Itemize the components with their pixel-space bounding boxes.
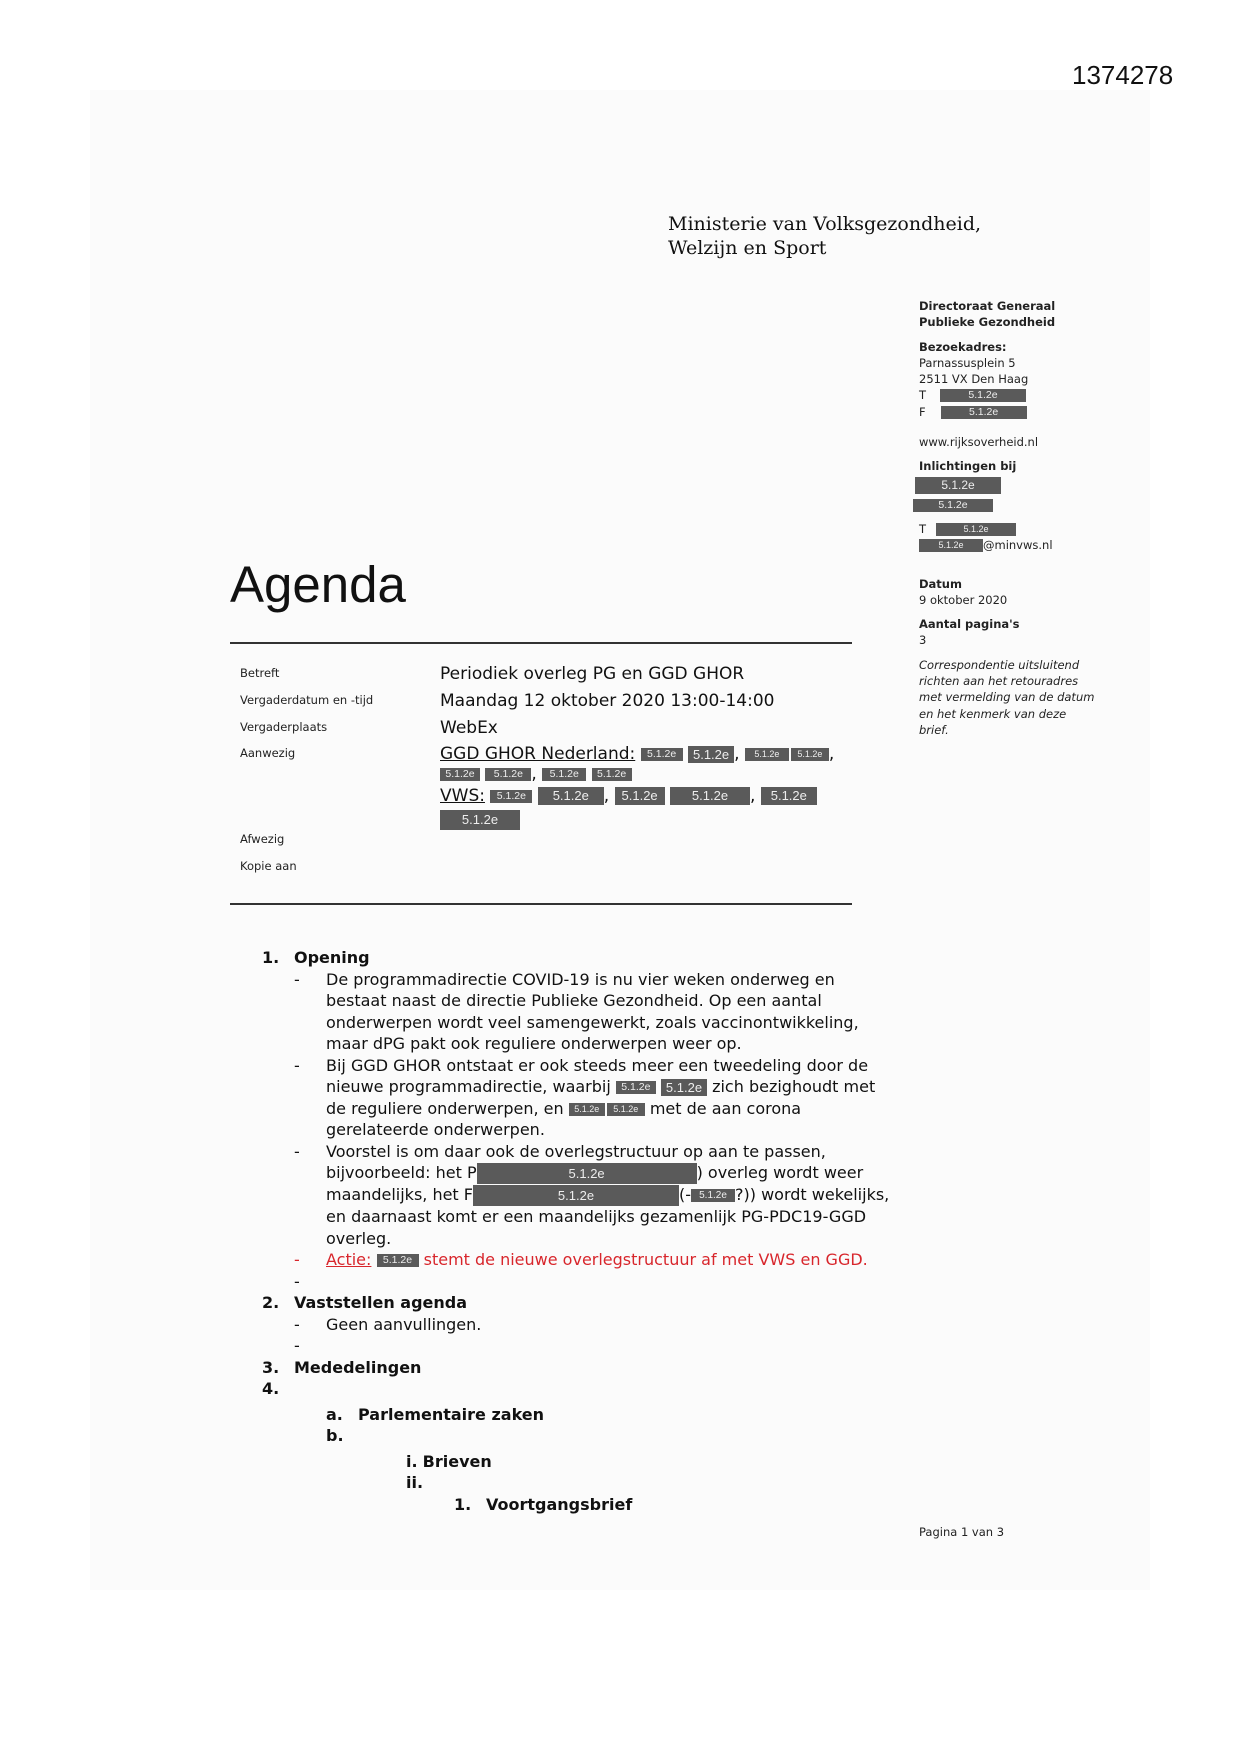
- redaction: 5.1.2e: [477, 1163, 697, 1184]
- document-number: 1374278: [1072, 60, 1174, 90]
- item-number: 3.: [262, 1357, 280, 1377]
- datum-value: Maandag 12 oktober 2020 13:00-14:00: [440, 691, 775, 711]
- action-label: Actie:: [326, 1250, 372, 1269]
- empty-bullet: -: [294, 1336, 300, 1355]
- agenda-body: [262, 947, 922, 1515]
- contact-row-2: [913, 497, 1129, 513]
- sub-item-i: i. Brieven: [406, 1451, 492, 1471]
- redaction: 5.1.2e: [473, 1185, 679, 1206]
- bullet-3-line-5: overleg.: [326, 1228, 392, 1248]
- item-number: 4.: [262, 1379, 280, 1398]
- redaction: 5.1.2e: [913, 499, 993, 512]
- betreft-value: Periodiek overleg PG en GGD GHOR: [440, 664, 745, 684]
- pages-label: Aantal pagina's: [919, 617, 1020, 632]
- redaction: 5.1.2e: [688, 746, 734, 763]
- plaats-label: Vergaderplaats: [240, 720, 328, 734]
- redaction: 5.1.2e: [615, 787, 665, 805]
- phone-label: T: [919, 521, 927, 536]
- aanwezig-ggd-label: GGD GHOR Nederland:: [440, 744, 636, 764]
- date-label: Datum: [919, 576, 962, 591]
- sub-item-a: a. Parlementaire zaken: [326, 1404, 545, 1424]
- redaction: 5.1.2e: [940, 389, 1026, 402]
- bullet-dash: -: [294, 1250, 300, 1269]
- redaction: 5.1.2e: [542, 768, 586, 781]
- redaction: 5.1.2e: [919, 539, 983, 552]
- ministry-line-1: Ministerie van Volksgezondheid,: [668, 213, 982, 235]
- redaction: 5.1.2e: [670, 787, 750, 805]
- contact-phone-row: [919, 521, 1129, 537]
- aanwezig-vws-row-2: [440, 810, 520, 830]
- redaction: 5.1.2e: [485, 768, 531, 781]
- bullet-1-line-4: maar dPG pakt ook reguliere onderwerpen weer op.: [326, 1034, 742, 1053]
- bullet-1-line-3: onderwerpen wordt veel samengewerkt, zoals vaccinontwikkeling,: [326, 1012, 859, 1032]
- aanwezig-vws-row: VWS: 5.1.2e 5.1.2e , 5.1.2e 5.1.2e , 5.1.2e: [440, 786, 817, 806]
- redaction: 5.1.2e: [661, 1079, 707, 1096]
- sub-item-b: b.: [326, 1426, 344, 1445]
- email-suffix: @minvws.nl: [983, 538, 1053, 553]
- redaction: 5.1.2e: [791, 748, 829, 761]
- datum-label: Vergaderdatum en -tijd: [240, 693, 374, 707]
- bullet-3-line-4: en daarnaast komt er een maandelijks gezamenlijk PG-PDC19-GGD: [326, 1207, 867, 1226]
- agenda-item-4: [262, 1378, 922, 1400]
- bullet-3-line-2: bijvoorbeeld: het P 5.1.2e ) overleg wordt weer: [326, 1163, 864, 1182]
- redaction: 5.1.2e: [538, 787, 604, 805]
- item-title: Opening: [294, 948, 370, 967]
- divider-top: [230, 642, 852, 644]
- note-line-4: en het kenmerk van deze: [919, 706, 1067, 721]
- redaction: 5.1.2e: [569, 1103, 605, 1116]
- bullet-3-line-1: - Voorstel is om daar ook de overlegstructuur op aan te passen,: [262, 1141, 922, 1163]
- agenda-item-2: [262, 1292, 922, 1314]
- bullet-2-line-2: nieuwe programmadirectie, waarbij 5.1.2e 5.1.2e zich bezighoudt met: [326, 1077, 876, 1096]
- redaction: 5.1.2e: [607, 1103, 645, 1116]
- phone-label: T: [919, 388, 927, 403]
- fax-row: [919, 404, 1129, 420]
- redaction: 5.1.2e: [915, 477, 1001, 494]
- item-title: Vaststellen agenda: [294, 1293, 468, 1312]
- bullet-2-line-3: de reguliere onderwerpen, en 5.1.2e 5.1.2e met de aan corona: [326, 1098, 802, 1118]
- website: www.rijksoverheid.nl: [919, 435, 1039, 450]
- address-line-1: Parnassusplein 5: [919, 355, 1016, 370]
- aanwezig-ggd-row-2: 5.1.2e 5.1.2e , 5.1.2e 5.1.2e: [440, 764, 632, 784]
- item-number: 2.: [262, 1293, 280, 1312]
- afwezig-label: Afwezig: [240, 832, 285, 846]
- date-value: 9 oktober 2020: [919, 592, 1008, 607]
- note-line-1: Correspondentie uitsluitend: [919, 657, 1080, 672]
- agenda-item-1: [262, 947, 922, 969]
- agenda-item-3: [262, 1357, 922, 1379]
- action-text: stemt de nieuwe overlegstructuur af met VWS en GGD.: [423, 1250, 868, 1269]
- sub-item-ii: ii.: [406, 1473, 424, 1492]
- redaction: 5.1.2e: [592, 768, 632, 781]
- aanwezig-ggd-row: GGD GHOR Nederland: 5.1.2e 5.1.2e , 5.1.2e 5.1.2e ,: [440, 744, 835, 764]
- ministry-logo-text: [668, 212, 981, 260]
- note-line-5: brief.: [919, 722, 949, 737]
- address-label: Bezoekadres:: [919, 339, 1007, 354]
- bullet-3-line-3: maandelijks, het F 5.1.2e (- 5.1.2e ?)) wordt wekelijks,: [326, 1185, 890, 1204]
- item-2-bullet: - Geen aanvullingen.: [262, 1314, 922, 1336]
- kopie-label: Kopie aan: [240, 859, 297, 873]
- redaction: 5.1.2e: [616, 1081, 656, 1094]
- item-title: Mededelingen: [294, 1357, 422, 1377]
- bullet-dash: -: [294, 1141, 300, 1161]
- redaction: 5.1.2e: [440, 810, 520, 830]
- contact-label: Inlichtingen bij: [919, 459, 1017, 474]
- redaction: 5.1.2e: [440, 768, 480, 781]
- fax-label: F: [919, 404, 926, 419]
- redaction: 5.1.2e: [691, 1189, 735, 1202]
- divider-bottom: [230, 903, 852, 905]
- bullet-dash: -: [294, 1055, 300, 1075]
- betreft-label: Betreft: [240, 666, 280, 680]
- item-number: 1.: [262, 948, 280, 967]
- bullet-1-line-2: bestaat naast de directie Publieke Gezondheid. Op een aantal: [326, 991, 822, 1010]
- aanwezig-vws-label: VWS:: [440, 786, 485, 806]
- note-line-2: richten aan het retouradres: [919, 674, 1079, 689]
- redaction: 5.1.2e: [490, 790, 532, 803]
- email-row: [919, 537, 1129, 553]
- org-line-2: Publieke Gezondheid: [919, 315, 1056, 330]
- sidebar-info: [919, 298, 1129, 738]
- redaction: 5.1.2e: [761, 787, 817, 805]
- org-line-1: Directoraat Generaal: [919, 299, 1056, 313]
- redaction: 5.1.2e: [641, 748, 683, 761]
- redaction: 5.1.2e: [941, 406, 1027, 419]
- bullet-2-line-4: gerelateerde onderwerpen.: [326, 1120, 545, 1139]
- empty-bullet: -: [294, 1271, 300, 1291]
- sub-item-1: 1. Voortgangsbrief: [454, 1494, 633, 1514]
- pages-value: 3: [919, 633, 927, 648]
- redaction: 5.1.2e: [936, 523, 1016, 536]
- address-line-2: 2511 VX Den Haag: [919, 372, 1029, 387]
- note-line-3: met vermelding van de datum: [919, 690, 1095, 705]
- bullet-2-line-1: - Bij GGD GHOR ontstaat er ook steeds meer een tweedeling door de: [262, 1055, 922, 1077]
- action-line: [262, 1249, 922, 1271]
- phone-row: [919, 387, 1129, 403]
- aanwezig-label: Aanwezig: [240, 746, 296, 760]
- redaction: 5.1.2e: [377, 1254, 419, 1267]
- bullet-1-line-1: - De programmadirectie COVID-19 is nu vier weken onderweg en: [262, 969, 922, 991]
- page-title: Agenda: [230, 556, 406, 613]
- ministry-line-2: Welzijn en Sport: [668, 237, 827, 259]
- plaats-value: WebEx: [440, 718, 498, 738]
- redaction: 5.1.2e: [745, 748, 789, 761]
- page-footer: Pagina 1 van 3: [919, 1525, 1005, 1539]
- bullet-dash: -: [294, 969, 300, 989]
- contact-row-1: [915, 477, 1129, 494]
- bullet-dash: -: [294, 1314, 300, 1334]
